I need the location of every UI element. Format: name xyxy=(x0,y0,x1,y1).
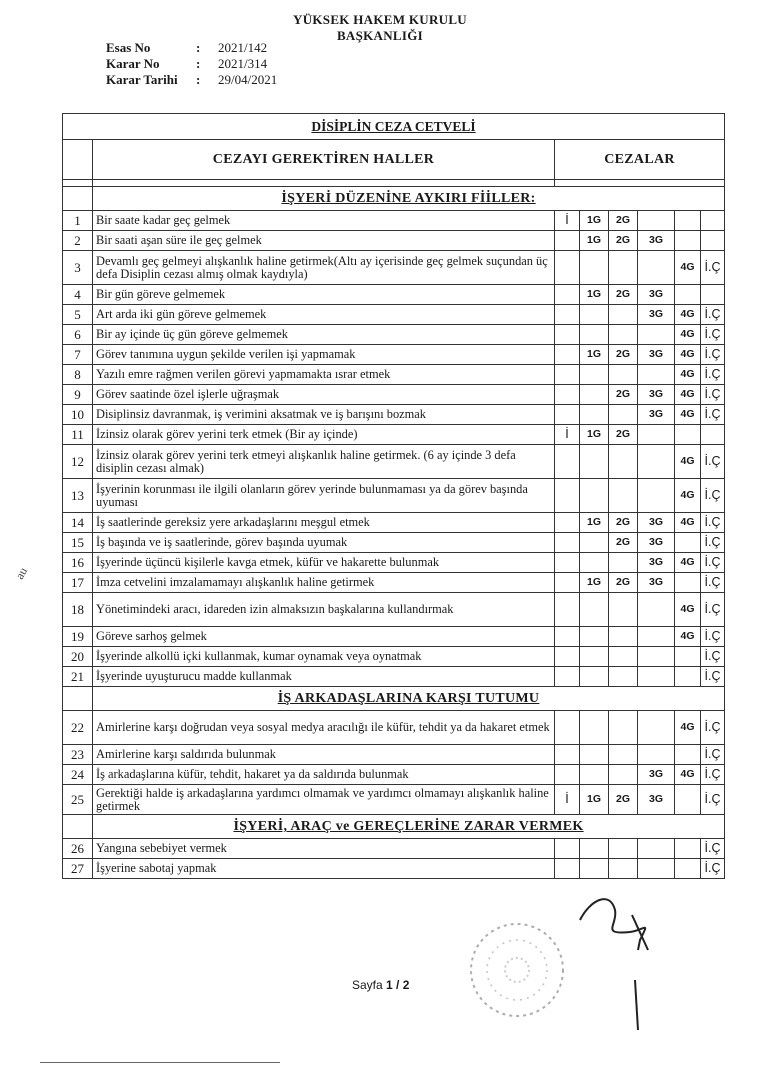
penalty-cell xyxy=(675,667,701,687)
penalty-cell: İ.Ç xyxy=(701,711,725,745)
penalty-cell: 4G xyxy=(675,513,701,533)
meta-label: Karar Tarihi xyxy=(106,72,178,87)
penalty-cell xyxy=(675,425,701,445)
penalty-cell: 2G xyxy=(609,533,638,553)
row-number: 6 xyxy=(63,325,93,345)
penalty-cell: İ.Ç xyxy=(701,627,725,647)
row-description: Bir saati aşan süre ile geç gelmek xyxy=(93,231,555,251)
row-number: 19 xyxy=(63,627,93,647)
penalty-cell xyxy=(638,425,675,445)
penalty-cell xyxy=(675,785,701,815)
penalty-cell xyxy=(580,251,609,285)
penalty-cell xyxy=(638,325,675,345)
penalty-cell xyxy=(555,513,580,533)
penalty-cell: İ.Ç xyxy=(701,251,725,285)
row-description: İşyerinin korunması ile ilgili olanların görev yerinde bulunmaması ya da görev başında uyuması xyxy=(93,479,555,513)
table-row xyxy=(63,405,725,425)
penalty-cell xyxy=(609,479,638,513)
penalty-cell xyxy=(555,533,580,553)
row-description: İş başında ve iş saatlerinde, görev başında uyumak xyxy=(93,533,555,553)
row-number: 10 xyxy=(63,405,93,425)
penalty-cell xyxy=(701,425,725,445)
penalty-cell: 3G xyxy=(638,305,675,325)
penalty-cell: 3G xyxy=(638,765,675,785)
penalty-cell xyxy=(609,593,638,627)
row-description: İşyerinde uyuşturucu madde kullanmak xyxy=(93,667,555,687)
penalty-cell: 3G xyxy=(638,573,675,593)
penalty-cell xyxy=(555,667,580,687)
table-row xyxy=(63,627,725,647)
penalty-cell: 3G xyxy=(638,533,675,553)
row-number: 22 xyxy=(63,711,93,745)
penalty-cell xyxy=(555,305,580,325)
penalty-cell xyxy=(638,859,675,879)
penalty-cell: 1G xyxy=(580,785,609,815)
penalty-cell xyxy=(580,479,609,513)
page-footer xyxy=(352,978,409,992)
page-label: Sayfa xyxy=(352,978,383,992)
row-number: 11 xyxy=(63,425,93,445)
penalty-cell xyxy=(580,325,609,345)
table-row xyxy=(63,573,725,593)
penalty-cell: 3G xyxy=(638,231,675,251)
table-row xyxy=(63,785,725,815)
penalty-cell: 2G xyxy=(609,345,638,365)
penalty-cell xyxy=(580,647,609,667)
row-number: 25 xyxy=(63,785,93,815)
penalty-cell: İ.Ç xyxy=(701,445,725,479)
divider xyxy=(40,1062,280,1063)
table-row xyxy=(63,839,725,859)
section-header-row xyxy=(63,687,725,711)
row-number: 2 xyxy=(63,231,93,251)
penalty-cell xyxy=(638,593,675,627)
meta-row-esas: Esas No : 2021/142 xyxy=(106,40,268,55)
row-description: İş arkadaşlarına küfür, tehdit, hakaret ya da saldırıda bulunmak xyxy=(93,765,555,785)
row-description: Amirlerine karşı saldırıda bulunmak xyxy=(93,745,555,765)
penalty-cell: 4G xyxy=(675,445,701,479)
penalty-cell: 2G xyxy=(609,211,638,231)
official-stamp xyxy=(455,910,575,1020)
penalty-cell xyxy=(638,479,675,513)
penalty-cell: İ.Ç xyxy=(701,573,725,593)
table-row xyxy=(63,667,725,687)
penalty-cell xyxy=(555,479,580,513)
row-number: 7 xyxy=(63,345,93,365)
penalty-cell: 3G xyxy=(638,553,675,573)
penalty-cell xyxy=(555,593,580,627)
penalty-cell: İ.Ç xyxy=(701,345,725,365)
penalty-cell xyxy=(555,553,580,573)
penalty-cell: 4G xyxy=(675,765,701,785)
row-number: 24 xyxy=(63,765,93,785)
penalty-cell xyxy=(638,711,675,745)
table-row xyxy=(63,385,725,405)
row-description: İmza cetvelini imzalamamayı alışkanlık haline getirmek xyxy=(93,573,555,593)
penalty-cell: 1G xyxy=(580,573,609,593)
section-title-text: İŞYERİ, ARAÇ ve GEREÇLERİNE ZARAR VERMEK xyxy=(233,819,584,834)
penalty-cell xyxy=(555,711,580,745)
row-description: Bir ay içinde üç gün göreve gelmemek xyxy=(93,325,555,345)
case-meta xyxy=(106,40,277,88)
row-number: 1 xyxy=(63,211,93,231)
penalty-cell xyxy=(580,711,609,745)
penalty-cell xyxy=(675,745,701,765)
penalty-cell: İ xyxy=(555,425,580,445)
row-number: 8 xyxy=(63,365,93,385)
table-row xyxy=(63,445,725,479)
row-description: Amirlerine karşı doğrudan veya sosyal medya aracılığı ile küfür, tehdit ya da hakaret etmek xyxy=(93,711,555,745)
row-description: İşyerine sabotaj yapmak xyxy=(93,859,555,879)
row-number: 27 xyxy=(63,859,93,879)
penalty-cell: 2G xyxy=(609,385,638,405)
meta-value: 2021/142 xyxy=(218,40,268,55)
penalty-cell: 3G xyxy=(638,405,675,425)
penalty-cell xyxy=(555,745,580,765)
penalty-cell xyxy=(609,667,638,687)
penalty-cell xyxy=(675,211,701,231)
row-description: Devamlı geç gelmeyi alışkanlık haline getirmek(Altı ay içerisinde geç gelmek suçundan üç defa Disiplin cezası almış olmak kaydıyla) xyxy=(93,251,555,285)
penalty-cell: 4G xyxy=(675,711,701,745)
penalty-cell xyxy=(580,593,609,627)
penalty-cell xyxy=(638,211,675,231)
row-description: İş saatlerinde gereksiz yere arkadaşlarını meşgul etmek xyxy=(93,513,555,533)
row-number: 13 xyxy=(63,479,93,513)
penalty-cell xyxy=(580,405,609,425)
penalty-cell xyxy=(675,231,701,251)
penalty-cell xyxy=(555,385,580,405)
penalty-cell xyxy=(580,385,609,405)
row-number: 18 xyxy=(63,593,93,627)
penalty-cell: 4G xyxy=(675,593,701,627)
row-description: Disiplinsiz davranmak, iş verimini aksatmak ve iş barışını bozmak xyxy=(93,405,555,425)
table-row xyxy=(63,745,725,765)
row-description: Yazılı emre rağmen verilen görevi yapmamakta ısrar etmek xyxy=(93,365,555,385)
table-row xyxy=(63,553,725,573)
penalty-cell xyxy=(555,405,580,425)
row-description: Görev tanımına uygun şekilde verilen işi yapmamak xyxy=(93,345,555,365)
penalty-cell xyxy=(609,859,638,879)
section-title xyxy=(93,187,725,211)
table-row xyxy=(63,231,725,251)
table-row xyxy=(63,251,725,285)
penalty-cell xyxy=(555,627,580,647)
penalty-cell: 1G xyxy=(580,231,609,251)
table-row xyxy=(63,711,725,745)
penalty-cell: 3G xyxy=(638,785,675,815)
section-header-row xyxy=(63,187,725,211)
row-description: Bir gün göreve gelmemek xyxy=(93,285,555,305)
section-title-text: İŞ ARKADAŞLARINA KARŞI TUTUMU xyxy=(277,691,540,706)
row-description: Gerektiği halde iş arkadaşlarına yardımcı olmamak ve yardımcı olmamayı alışkanlık haline getirmek xyxy=(93,785,555,815)
penalty-cell xyxy=(675,839,701,859)
penalty-cell xyxy=(555,859,580,879)
row-number: 5 xyxy=(63,305,93,325)
penalty-cell xyxy=(580,745,609,765)
row-number: 4 xyxy=(63,285,93,305)
penalty-cell xyxy=(675,573,701,593)
penalty-cell xyxy=(555,285,580,305)
penalty-cell xyxy=(609,365,638,385)
meta-row-karar: Karar No : 2021/314 xyxy=(106,56,268,71)
penalty-cell: İ.Ç xyxy=(701,553,725,573)
penalty-cell xyxy=(580,765,609,785)
section-title xyxy=(93,687,725,711)
penalty-cell: 2G xyxy=(609,285,638,305)
penalty-table xyxy=(62,113,725,879)
table-row xyxy=(63,533,725,553)
penalty-cell: İ.Ç xyxy=(701,533,725,553)
penalty-cell: 4G xyxy=(675,627,701,647)
section-title xyxy=(93,815,725,839)
penalty-cell: 4G xyxy=(675,251,701,285)
meta-value: 29/04/2021 xyxy=(218,72,278,87)
meta-row-tarih: Karar Tarihi : 29/04/2021 xyxy=(106,72,278,87)
penalty-cell: İ.Ç xyxy=(701,479,725,513)
penalty-cell: İ.Ç xyxy=(701,785,725,815)
penalty-cell: 3G xyxy=(638,345,675,365)
penalty-cell xyxy=(580,667,609,687)
penalty-cell: 1G xyxy=(580,425,609,445)
penalty-cell xyxy=(675,285,701,305)
penalty-cell: İ.Ç xyxy=(701,765,725,785)
penalty-cell: İ.Ç xyxy=(701,745,725,765)
penalty-cell: İ.Ç xyxy=(701,513,725,533)
penalty-cell xyxy=(555,445,580,479)
row-description: İşyerinde alkollü içki kullanmak, kumar oynamak veya oynatmak xyxy=(93,647,555,667)
penalty-cell: İ.Ç xyxy=(701,593,725,627)
penalty-cell xyxy=(609,627,638,647)
row-number: 14 xyxy=(63,513,93,533)
penalty-cell xyxy=(580,553,609,573)
table-row xyxy=(63,305,725,325)
penalty-cell xyxy=(701,285,725,305)
penalty-cell: İ.Ç xyxy=(701,325,725,345)
table-row xyxy=(63,765,725,785)
penalty-cell: İ xyxy=(555,211,580,231)
penalty-cell: 4G xyxy=(675,345,701,365)
penalty-cell xyxy=(701,211,725,231)
org-name-line2: BAŞKANLIĞI xyxy=(336,28,424,43)
row-number: 3 xyxy=(63,251,93,285)
row-number: 21 xyxy=(63,667,93,687)
table-title-row xyxy=(63,114,725,140)
penalty-cell xyxy=(580,533,609,553)
penalty-cell xyxy=(555,839,580,859)
row-number: 17 xyxy=(63,573,93,593)
table-row xyxy=(63,325,725,345)
row-number: 9 xyxy=(63,385,93,405)
org-name-line1: YÜKSEK HAKEM KURULU xyxy=(293,12,467,27)
penalty-cell: 1G xyxy=(580,285,609,305)
penalty-cell xyxy=(638,745,675,765)
section-header-row xyxy=(63,815,725,839)
margin-handwritten-mark: au xyxy=(12,564,31,582)
penalty-cell xyxy=(580,859,609,879)
penalty-cell xyxy=(609,647,638,667)
penalty-cell xyxy=(609,711,638,745)
penalty-cell: 4G xyxy=(675,479,701,513)
table-head-row xyxy=(63,140,725,180)
penalty-cell xyxy=(555,251,580,285)
row-number: 16 xyxy=(63,553,93,573)
penalty-cell: 2G xyxy=(609,231,638,251)
penalty-cell xyxy=(580,445,609,479)
signature xyxy=(560,880,680,1030)
penalty-cell xyxy=(555,365,580,385)
meta-value: 2021/314 xyxy=(218,56,268,71)
penalty-cell xyxy=(609,445,638,479)
table-row xyxy=(63,285,725,305)
penalty-cell xyxy=(609,305,638,325)
penalty-cell: 2G xyxy=(609,425,638,445)
penalty-cell xyxy=(555,647,580,667)
penalty-cell: 4G xyxy=(675,553,701,573)
table-row xyxy=(63,647,725,667)
penalty-cell: İ.Ç xyxy=(701,667,725,687)
penalty-cell: İ.Ç xyxy=(701,365,725,385)
penalty-cell: 3G xyxy=(638,285,675,305)
penalty-cell xyxy=(638,647,675,667)
penalty-cell: İ.Ç xyxy=(701,305,725,325)
penalty-cell xyxy=(580,627,609,647)
meta-label: Esas No xyxy=(106,40,151,55)
penalty-cell: 1G xyxy=(580,211,609,231)
penalty-cell: 4G xyxy=(675,385,701,405)
row-description: İzinsiz olarak görev yerini terk etmek (Bir ay içinde) xyxy=(93,425,555,445)
penalty-cell xyxy=(580,839,609,859)
penalty-cell xyxy=(675,533,701,553)
row-description: Görev saatinde özel işlerle uğraşmak xyxy=(93,385,555,405)
section-title-text: İŞYERİ DÜZENİNE AYKIRI FİİLLER: xyxy=(281,191,536,206)
table-title: DİSİPLİN CEZA CETVELİ xyxy=(63,114,725,140)
table-row xyxy=(63,513,725,533)
penalty-cell xyxy=(609,839,638,859)
row-description: Bir saate kadar geç gelmek xyxy=(93,211,555,231)
penalty-cell: 2G xyxy=(609,573,638,593)
penalty-cell xyxy=(555,345,580,365)
table-row xyxy=(63,345,725,365)
row-description: İzinsiz olarak görev yerini terk etmeyi alışkanlık haline getirmek. (6 ay içinde 3 defa disiplin cezası almak) xyxy=(93,445,555,479)
penalty-cell: İ.Ç xyxy=(701,859,725,879)
row-description: Yangına sebebiyet vermek xyxy=(93,839,555,859)
row-number: 26 xyxy=(63,839,93,859)
penalty-cell xyxy=(675,859,701,879)
meta-label: Karar No xyxy=(106,56,160,71)
table-row xyxy=(63,211,725,231)
col-header-penalties: CEZALAR xyxy=(555,140,725,180)
row-number: 12 xyxy=(63,445,93,479)
row-number: 20 xyxy=(63,647,93,667)
col-header-cases: CEZAYI GEREKTİREN HALLER xyxy=(93,140,555,180)
penalty-cell xyxy=(580,365,609,385)
table-row xyxy=(63,593,725,627)
penalty-cell xyxy=(609,325,638,345)
penalty-cell: İ.Ç xyxy=(701,839,725,859)
penalty-cell xyxy=(609,745,638,765)
table-row xyxy=(63,859,725,879)
penalty-cell: 4G xyxy=(675,305,701,325)
penalty-cell xyxy=(609,765,638,785)
row-description: Art arda iki gün göreve gelmemek xyxy=(93,305,555,325)
penalty-cell xyxy=(609,405,638,425)
table-row xyxy=(63,479,725,513)
penalty-cell: 2G xyxy=(609,785,638,815)
penalty-cell: 4G xyxy=(675,365,701,385)
penalty-cell xyxy=(638,667,675,687)
penalty-cell: 2G xyxy=(609,513,638,533)
row-description: Göreve sarhoş gelmek xyxy=(93,627,555,647)
penalty-cell xyxy=(609,251,638,285)
penalty-cell xyxy=(638,839,675,859)
penalty-cell xyxy=(701,231,725,251)
penalty-cell xyxy=(638,251,675,285)
penalty-cell: 3G xyxy=(638,385,675,405)
penalty-cell xyxy=(555,325,580,345)
penalty-cell xyxy=(555,573,580,593)
row-number: 15 xyxy=(63,533,93,553)
penalty-cell xyxy=(638,445,675,479)
row-description: İşyerinde üçüncü kişilerle kavga etmek, küfür ve hakarette bulunmak xyxy=(93,553,555,573)
penalty-cell xyxy=(555,765,580,785)
penalty-cell: İ.Ç xyxy=(701,385,725,405)
penalty-cell: 3G xyxy=(638,513,675,533)
row-number: 23 xyxy=(63,745,93,765)
penalty-cell xyxy=(675,647,701,667)
penalty-cell: İ.Ç xyxy=(701,405,725,425)
row-description: Yönetimindeki aracı, idareden izin almaksızın başkalarına kullandırmak xyxy=(93,593,555,627)
penalty-cell: 4G xyxy=(675,325,701,345)
table-row xyxy=(63,425,725,445)
penalty-cell xyxy=(555,231,580,251)
penalty-cell: 1G xyxy=(580,513,609,533)
penalty-cell xyxy=(580,305,609,325)
penalty-cell: İ xyxy=(555,785,580,815)
penalty-cell xyxy=(638,627,675,647)
penalty-cell: 4G xyxy=(675,405,701,425)
penalty-cell xyxy=(638,365,675,385)
page-number: 1 / 2 xyxy=(386,978,410,992)
table-row xyxy=(63,365,725,385)
penalty-cell xyxy=(609,553,638,573)
penalty-cell: İ.Ç xyxy=(701,647,725,667)
penalty-cell: 1G xyxy=(580,345,609,365)
